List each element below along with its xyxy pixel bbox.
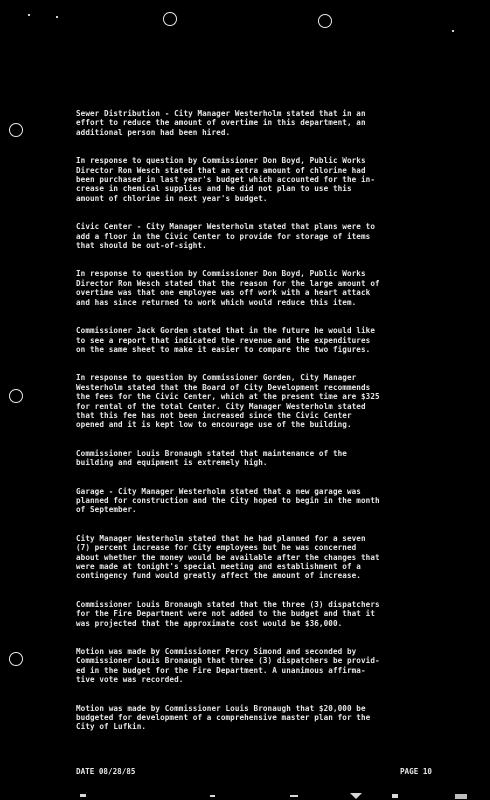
- footer-page-number: PAGE 10: [399, 767, 432, 776]
- scan-speck: [28, 14, 30, 16]
- scan-speck: [56, 16, 58, 18]
- paragraph-civic-center-floor: Civic Center - City Manager Westerholm stated that plans were to add a floor in the Civic Center to provide for storage of items that should be out-of-sight.: [76, 222, 375, 251]
- punch-hole-left-1: [9, 123, 23, 137]
- paragraph-maintenance: Commissioner Louis Bronaugh stated that maintenance of the building and equipment is extremely high.: [76, 448, 347, 468]
- paragraph-master-plan-motion: Motion was made by Commissioner Louis Bronaugh that $20,000 be budgeted for development of a comprehensive master plan for the City of Lufkin.: [76, 703, 371, 732]
- paragraph-sewer-distribution: Sewer Distribution - City Manager Westerholm stated that in an effort to reduce the amount of overtime in this department, an additional person had been hired.: [76, 109, 366, 137]
- paragraph-civic-center-fees: In response to question by Commissioner Gorden, City Manager Westerholm stated that the Board of City Development recommends the fees for the Civic Center, which at the present time are $325 for rental of the total Center. City Manager Westerholm stated that this fee has not been increased since the Civic Center opened and it is kept low to encourage use of the building.: [76, 373, 380, 430]
- scan-speck: [452, 30, 454, 32]
- paragraph-chlorine-purchase: In response to question by Commissioner Don Boyd, Public Works Director Ron Wesch stated that an extra amount of chlorine had been purchased in last year's budget which accounted for the in- crease in chemical supplies and he did not plan to use this amount of chlorine in next year's budget.: [76, 156, 375, 203]
- punch-hole-left-3: [9, 652, 23, 666]
- bottom-scan-marks: [0, 792, 490, 800]
- punch-hole-left-2: [9, 389, 23, 403]
- footer-date: DATE 08/28/85: [76, 767, 136, 776]
- paragraph-employee-increase: City Manager Westerholm stated that he had planned for a seven (7) percent increase for City employees but he was concerned about whether the money would be available after the changes that were made at tonight's special meeting and establishment of a contingency fund would greatly affect the amount of increase.: [76, 533, 380, 581]
- paragraph-dispatchers: Commissioner Louis Bronaugh stated that the three (3) dispatchers for the Fire Department were not added to the budget and that it was projected that the approximate cost would be $36,000.: [76, 599, 380, 628]
- punch-hole-top-left: [163, 12, 177, 26]
- page-footer: [76, 767, 432, 776]
- paragraph-revenue-report: Commissioner Jack Gorden stated that in the future he would like to see a report that indicated the revenue and the expenditures on the same sheet to make it easier to compare the two figures.: [76, 326, 375, 354]
- paragraph-dispatcher-motion: Motion was made by Commissioner Percy Simond and seconded by Commissioner Louis Bronaugh that three (3) dispatchers be provid- ed in the budget for the Fire Department. A unanimous affirma- tive vote was recorded.: [76, 647, 380, 685]
- document-body: [76, 109, 446, 751]
- punch-hole-top-right: [318, 14, 332, 28]
- paragraph-overtime-reason: In response to question by Commissioner Don Boyd, Public Works Director Ron Wesch stated that the reason for the large amount of overtime was that one employee was off work with a heart attack and has since returned to work which would reduce this item.: [76, 269, 380, 307]
- paragraph-garage: Garage - City Manager Westerholm stated that a new garage was planned for construction and the City hoped to begin in the month of September.: [76, 486, 380, 515]
